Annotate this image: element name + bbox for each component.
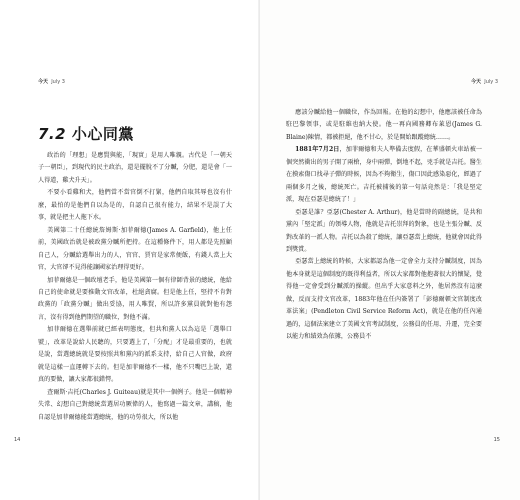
section-heading xyxy=(38,123,134,144)
paragraph: 查爾斯·吉托(Charles J. Guiteau)就是其中一個例子。他是一個精神失常、幻想自己對總統當選居功厥偉的人，他寫過一篇文章，講稿，他自認是加菲爾德能當選總統，他的功勞很大，所以他 xyxy=(38,388,232,421)
paragraph-text: ，加菲爾德和夫人準備去度假，在華盛頓火車站被一個突然衝出的男子開了兩槍，身中兩彈，倒地不起，兇手就是吉托。醫生在摸索傷口找尋子彈的時候，因為不夠衛生，傷口因此感染惡化，經過了兩個多月之後，總統死亡。吉托被捕後的第一句話竟然是：「我是堅定派，現在亞瑟是總統了！」 xyxy=(286,146,482,204)
page-number: 14 xyxy=(14,437,21,443)
running-head-title: 今天 xyxy=(38,79,49,85)
section-title: 小心同黨 xyxy=(71,125,134,143)
paragraph: 政治的「理想」是應賢與能，「現實」是用人唯親。古代是「一朝天子一朝臣」，到現代的民主政治，還是擺脫不了分贓，分肥，還是會「一人得道，雞犬升天」。 xyxy=(38,152,232,184)
paragraph: 應該分贓給他一個職位，作為回報。在他的幻想中，他應該被任命為駐巴黎領事，或是駐維也納大使。他一再向國務卿布萊恩(James G. Blaine)陳情，都被拒絕，他不甘心，於是開始跟蹤總統……。 xyxy=(286,109,482,141)
right-page xyxy=(260,0,520,500)
running-head-title: 今天 xyxy=(471,79,482,85)
section-number: 7.2 xyxy=(38,125,67,143)
body-text xyxy=(286,107,482,344)
paragraph: 加菲爾德在選舉前就已經表明態度，但共和黨人以為這是「選舉口號」，改革是說給人民聽的，只要選上了，「分配」才是最重要的，也就是說，當選總統就是要按照共和黨內的派系支持，給自己人官做，政府就是這樣一直運轉下去的。但是加菲爾德不一樣，他不只嘴巴上說，還真的要做，讓大家都很錯愕。 xyxy=(38,326,232,384)
paragraph: 美國第二十任總統詹姆斯·加菲爾德(James A. Garfield)，他上任前，美國政治就是被政黨分贓所把持。在這種條件下，用人都是先照顧自己人，分贓給選舉出力的人，官官、賈官是家常便飯，有錢人當上大官，大官卻不見得能讓國家治理得更好。 xyxy=(38,226,232,272)
paragraph: 亞瑟當上總統的時候，大家都認為他一定會全力支持分贓制度，因為他本身就是這個制度的既得利益者，所以大家都對他抱著很大的懷疑，覺得他一定會受到分贓派的操縱。但出乎大家意料之外，他居然沒有這麼做，反而支持文官改革，1883年他在任內簽署了「彭德爾頓文官制度改革法案」(Pendleton Civil Service Reform Act)，就是在他的任內通過的，這個法案建立了美國文官考試制度，公務員的任用、升遷，完全要以能力和績效為依據，公務員不 xyxy=(286,258,482,341)
body-text xyxy=(38,150,232,424)
running-head-date: July 3 xyxy=(484,79,498,85)
paragraph-date: 1881年7月2日 xyxy=(295,146,340,154)
running-head xyxy=(38,78,65,85)
paragraph xyxy=(286,144,482,206)
running-head-date: July 3 xyxy=(51,79,65,85)
running-head xyxy=(471,78,498,85)
paragraph: 亞瑟是誰？亞瑟(Chester A. Arthur)，他是當時的副總統，是共和黨內「堅定派」的領導人物，他就是吉托崇拜的對象，也是主張分贓、反對改革的一派人物。吉托以為殺了總統，讓亞瑟當上總統，他就會因此得到獎賞。 xyxy=(286,208,482,253)
paragraph: 不要小看雞和犬，他們當不當官倒不打緊，他們自取其辱也沒有什麼，最怕的是他們自以為是的，自認自己很有能力，結果不是誤了大事，就是把主人拖下水。 xyxy=(38,189,232,222)
page-number: 15 xyxy=(493,437,500,443)
paragraph: 加菲爾德是一個政壇老手，他是美國第一個有律師背景的總統，他給自己的使命就是要推動文官改革，杜絕貪腐。但是他上任，堅持不肯對政黨的「政黨分贓」做出妥協，用人唯賢，所以許多黨員就對他有怨言，沒有得到他們期望的職位，對他不滿。 xyxy=(38,276,232,321)
